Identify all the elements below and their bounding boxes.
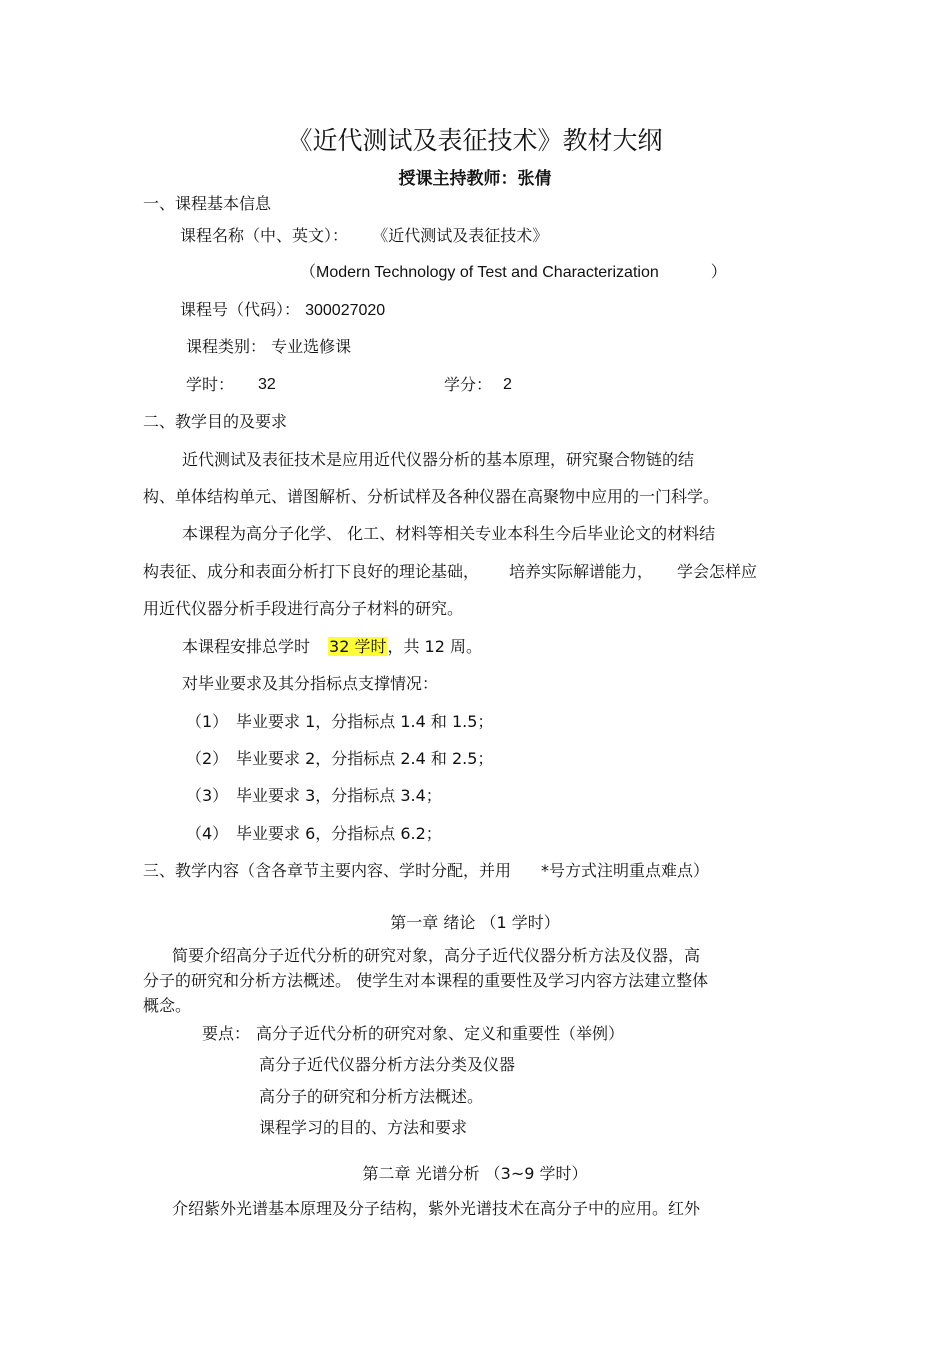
paragraph-line: 本课程为高分子化学、 化工、材料等相关专业本科生今后毕业论文的材料结 [182, 524, 716, 543]
course-name-cn: 《近代测试及表征技术》 [372, 226, 549, 245]
course-name-label: 课程名称（中、英文）： [180, 226, 349, 245]
course-type-label: 课程类别： [186, 337, 267, 356]
page-title: 《近代测试及表征技术》教材大纲 [287, 126, 663, 155]
support-item-number: （1） [186, 712, 229, 731]
key-point: 高分子近代分析的研究对象、定义和重要性（举例） [256, 1024, 625, 1043]
paragraph-line [143, 562, 757, 582]
course-code-row [180, 300, 385, 321]
support-item-number: （2） [186, 749, 229, 768]
total-hours-post: ，共 12 周。 [387, 637, 483, 656]
paragraph-line: 构、单体结构单元、谱图解析、分析试样及各种仪器在高聚物中应用的一门科学。 [143, 487, 720, 506]
course-code-label: 课程号（代码）： [180, 300, 301, 319]
course-name-en-open: （ [300, 264, 317, 281]
paragraph-segment: 构表征、成分和表面分析打下良好的理论基础， [143, 562, 480, 581]
section-heading-content [143, 861, 709, 881]
hours-label: 学时： [186, 375, 235, 394]
support-item-number: （3） [186, 786, 229, 805]
paragraph-line: 近代测试及表征技术是应用近代仪器分析的基本原理，研究聚合物链的结 [182, 450, 695, 469]
paragraph-line: 分子的研究和分析方法概述。 使学生对本课程的重要性及学习内容方法建立整体 [143, 971, 709, 990]
paragraph-line: 介绍紫外光谱基本原理及分子结构，紫外光谱技术在高分子中的应用。红外 [172, 1199, 701, 1218]
hours-value: 32 [258, 376, 276, 393]
paragraph-line: 用近代仪器分析手段进行高分子材料的研究。 [143, 599, 464, 618]
page-subtitle: 授课主持教师：张倩 [398, 169, 552, 189]
course-name-row [180, 226, 548, 246]
support-item-text: 毕业要求 1，分指标点 1.4 和 1.5； [236, 712, 494, 731]
total-hours-highlight: 32 学时 [329, 637, 387, 656]
support-item-text: 毕业要求 2，分指标点 2.4 和 2.5； [236, 749, 494, 768]
course-type-value: 专业选修课 [271, 337, 352, 356]
section-heading-goals: 二、教学目的及要求 [143, 412, 288, 431]
support-item-number: （4） [186, 824, 229, 843]
chapter-2-title: 第二章 光谱分析 （3~9 学时） [362, 1164, 588, 1183]
paragraph-segment: 学会怎样应 [677, 562, 758, 581]
course-name-en-row [300, 263, 727, 283]
course-code-value: 300027020 [305, 302, 386, 319]
paragraph-line: 概念。 [143, 996, 192, 1015]
key-point: 高分子的研究和分析方法概述。 [259, 1087, 484, 1106]
key-points-label: 要点： [202, 1024, 251, 1043]
paragraph-line: 简要介绍高分子近代分析的研究对象，高分子近代仪器分析方法及仪器，高 [172, 946, 701, 965]
paragraph-segment: 培养实际解谱能力， [509, 562, 654, 581]
key-point: 高分子近代仪器分析方法分类及仪器 [259, 1055, 516, 1074]
credits-value: 2 [503, 376, 512, 393]
support-item-text: 毕业要求 3，分指标点 3.4； [236, 786, 442, 805]
key-point: 课程学习的目的、方法和要求 [259, 1118, 468, 1137]
section-heading-part: 三、教学内容（含各章节主要内容、学时分配，并用 [143, 861, 512, 880]
course-name-en: Modern Technology of Test and Characterization [316, 264, 659, 281]
support-item-text: 毕业要求 6，分指标点 6.2； [236, 824, 442, 843]
section-heading-part: *号方式注明重点难点） [541, 861, 710, 880]
credits-label: 学分： [444, 375, 493, 394]
chapter-1-title: 第一章 绪论 （1 学时） [390, 913, 560, 932]
total-hours-line [182, 637, 482, 657]
total-hours-pre: 本课程安排总学时 [182, 637, 311, 656]
course-type-row [186, 337, 351, 357]
support-intro: 对毕业要求及其分指标点支撑情况： [182, 674, 439, 693]
section-heading-basic-info: 一、课程基本信息 [143, 194, 272, 213]
course-name-en-close: ） [710, 264, 727, 281]
